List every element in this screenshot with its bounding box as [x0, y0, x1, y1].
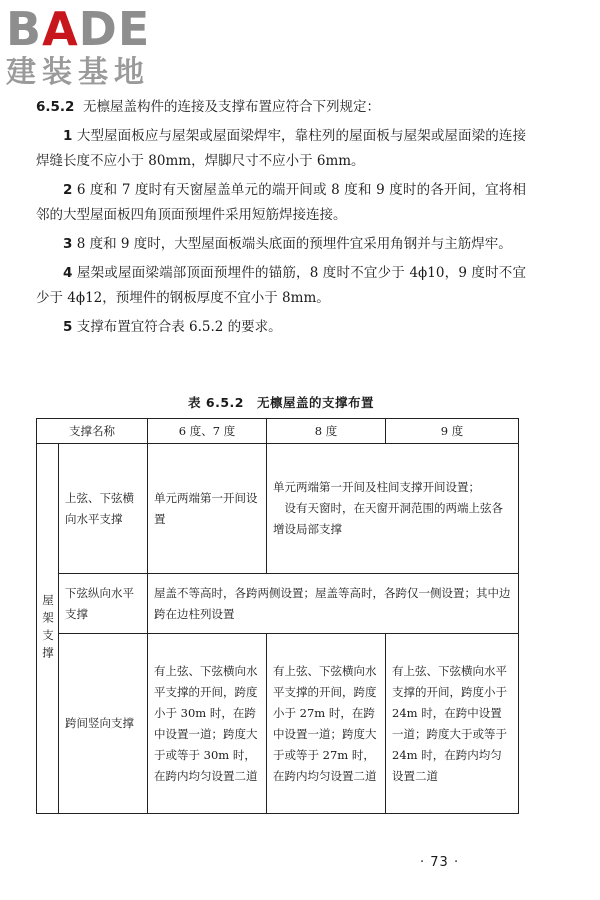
table-row [37, 574, 519, 634]
cell-deg67: 单元两端第一开间设置 [148, 444, 267, 574]
header-name: 支撑名称 [37, 419, 148, 444]
group-label: 屋架支撑 [37, 444, 59, 814]
cell-deg67: 有上弦、下弦横向水平支撑的开间，跨度小于 30m 时，在跨中设置一道；跨度大于或等于 30m 时，在跨内均匀设置二道 [148, 634, 267, 814]
logo-subtitle: 建装基地 [6, 55, 150, 90]
cell-deg8: 有上弦、下弦横向水平支撑的开间，跨度小于 27m 时，在跨中设置一道；跨度大于或等于 27m 时，在跨内均匀设置二道 [267, 634, 386, 814]
support-table [36, 418, 519, 814]
clause-item: 4 屋架或屋面梁端部顶面预埋件的锚筋，8 度时不宜少于 4ϕ10，9 度时不宜少于 4ϕ12，预埋件的钢板厚度不宜小于 8mm。 [36, 265, 526, 306]
clause-item: 1 大型屋面板应与屋架或屋面梁焊牢，靠柱列的屋面板与屋架或屋面梁的连接焊缝长度不应小于 80mm，焊脚尺寸不应小于 6mm。 [36, 128, 527, 169]
clause-item: 3 8 度和 9 度时，大型屋面板端头底面的预埋件宜采用角钢并与主筋焊牢。 [63, 236, 512, 252]
header-deg67: 6 度、7 度 [148, 419, 267, 444]
clause-item: 2 6 度和 7 度时有天窗屋盖单元的端开间或 8 度和 9 度时的各开间，宜将相邻的大型屋面板四角顶面预埋件采用短筋焊接连接。 [36, 182, 526, 223]
table-row [37, 634, 519, 814]
cell-deg9: 有上弦、下弦横向水平支撑的开间，跨度小于 24m 时，在跨中设置一道；跨度大于或等于 24m 时，在跨内均匀设置二道 [386, 634, 519, 814]
table-header-row [37, 419, 519, 444]
cell-all: 屋盖不等高时，各跨两侧设置；屋盖等高时，各跨仅一侧设置；其中边跨在边柱列设置 [148, 574, 519, 634]
table-title: 表 6.5.2 无檩屋盖的支撑布置 [188, 395, 374, 410]
cell-deg89: 单元两端第一开间及柱间支撑开间设置； 设有天窗时，在天窗开洞范围的两端上弦各增设局部支撑 [267, 444, 519, 574]
clause-title: 无檩屋盖构件的连接及支撑布置应符合下列规定： [83, 99, 381, 115]
clause-item: 5 支撑布置宜符合表 6.5.2 的要求。 [63, 319, 282, 335]
header-deg8: 8 度 [267, 419, 386, 444]
clause-heading [36, 95, 526, 120]
clause-number: 6.5.2 [36, 99, 75, 115]
logo [6, 4, 176, 90]
row-name: 上弦、下弦横向水平支撑 [59, 444, 148, 574]
header-deg9: 9 度 [386, 419, 519, 444]
row-name: 跨间竖向支撑 [59, 634, 148, 814]
page-number: · 73 · [420, 855, 460, 870]
logo-wordmark: BADE [6, 2, 151, 56]
row-name: 下弦纵向水平支撑 [59, 574, 148, 634]
clause-body [36, 95, 526, 344]
table-row [37, 444, 519, 574]
